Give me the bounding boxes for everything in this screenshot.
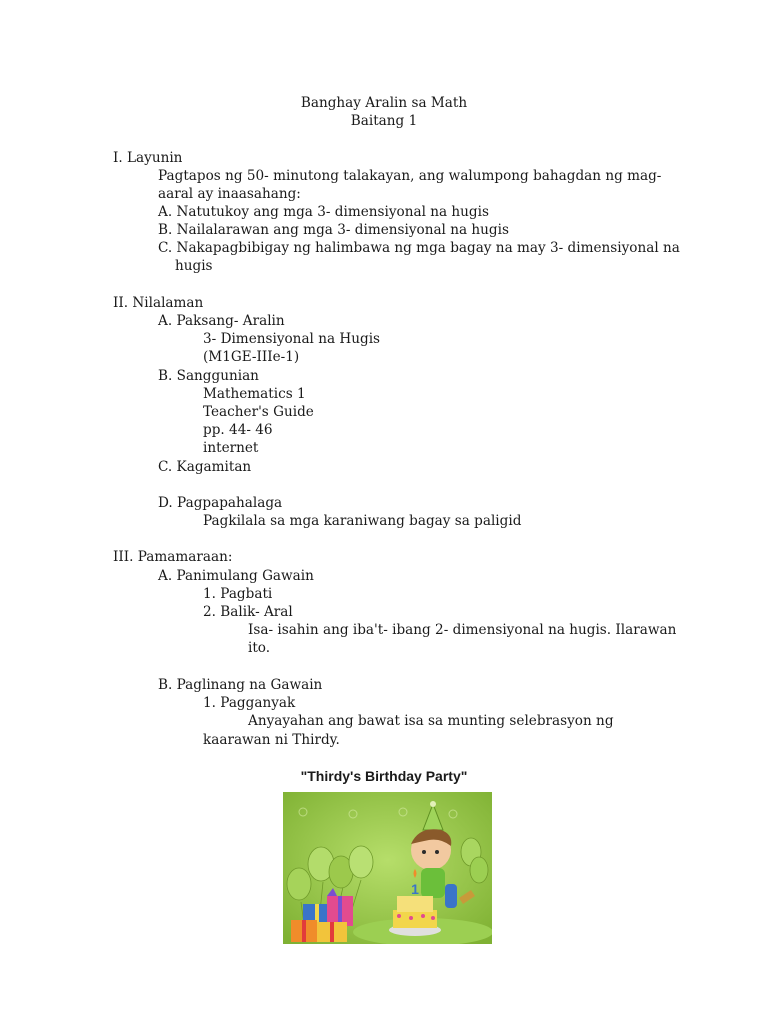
pamamaraan-b-label: B. Paglinang na Gawain (158, 677, 323, 693)
pamamaraan-a-label: A. Panimulang Gawain (158, 568, 314, 584)
pamamaraan-b1: 1. Pagganyak (203, 695, 296, 711)
nilalaman-b-ref3: pp. 44- 46 (203, 422, 273, 438)
doc-grade: Baitang 1 (350, 113, 418, 129)
pamamaraan-a2-text-line1: Isa- isahin ang iba't- ibang 2- dimensiyonal na hugis. Ilarawan (248, 622, 677, 638)
pamamaraan-a2: 2. Balik- Aral (203, 604, 293, 620)
pamamaraan-a1: 1. Pagbati (203, 586, 273, 602)
layunin-item-c-line2: hugis (175, 258, 213, 274)
nilalaman-b-label: B. Sanggunian (158, 368, 259, 384)
section-heading-nilalaman: II. Nilalaman (113, 295, 204, 311)
candle-number: 1 (411, 881, 419, 897)
nilalaman-d-text: Pagkilala sa mga karaniwang bagay sa paligid (203, 513, 522, 529)
nilalaman-a-label: A. Paksang- Aralin (158, 313, 285, 329)
pamamaraan-a2-text-line2: ito. (248, 640, 271, 656)
layunin-item-b: B. Nailalarawan ang mga 3- dimensiyonal na hugis (158, 222, 509, 238)
nilalaman-b-ref2: Teacher's Guide (203, 404, 314, 420)
nilalaman-d-label: D. Pagpapahalaga (158, 495, 283, 511)
nilalaman-a-topic: 3- Dimensiyonal na Hugis (203, 331, 381, 347)
nilalaman-c-label: C. Kagamitan (158, 459, 252, 475)
layunin-item-a: A. Natutukoy ang mga 3- dimensiyonal na hugis (158, 204, 489, 220)
pamamaraan-b1-text-line2: kaarawan ni Thirdy. (203, 732, 340, 748)
layunin-intro-line1: Pagtapos ng 50- minutong talakayan, ang walumpong bahagdan ng mag- (158, 168, 662, 184)
pamamaraan-b1-text-line1: Anyayahan ang bawat isa sa munting selebrasyon ng (248, 713, 614, 729)
doc-title: Banghay Aralin sa Math (300, 95, 468, 111)
layunin-item-c-line1: C. Nakapagbibigay ng halimbawa ng mga bagay na may 3- dimensiyonal na (158, 240, 680, 256)
birthday-party-illustration (283, 792, 492, 944)
section-heading-layunin: I. Layunin (113, 150, 183, 166)
figure-caption: "Thirdy's Birthday Party" (300, 768, 468, 784)
layunin-intro-line2: aaral ay inaasahang: (158, 186, 301, 202)
nilalaman-a-code: (M1GE-IIIe-1) (203, 349, 300, 365)
nilalaman-b-ref4: internet (203, 440, 259, 456)
section-heading-pamamaraan: III. Pamamaraan: (113, 549, 233, 565)
nilalaman-b-ref1: Mathematics 1 (203, 386, 306, 402)
